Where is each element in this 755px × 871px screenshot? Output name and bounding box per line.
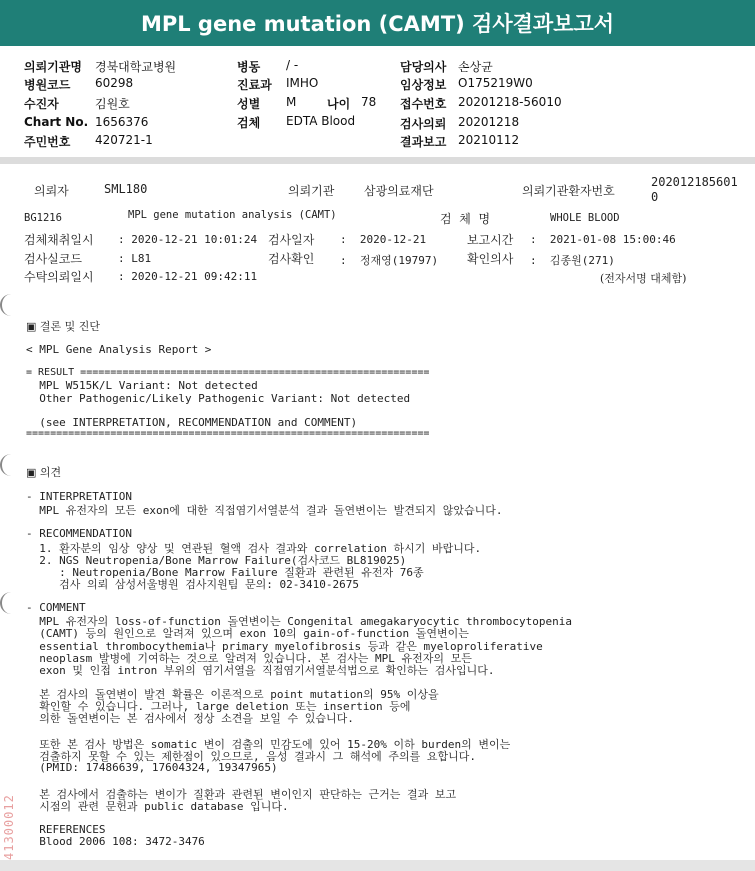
recv-label: 수탁의뢰일시 <box>24 270 94 284</box>
punch-mark <box>0 592 12 614</box>
comment-heading: - COMMENT <box>26 601 86 614</box>
institution-label: 의뢰기관명 <box>24 60 82 74</box>
physician-value: 손상균 <box>458 60 493 74</box>
references-heading: REFERENCES <box>26 823 106 836</box>
comment-line: neoplasm 발병에 기여하는 것으로 알려져 있습니다. 본 검사는 MPL 유전자의 모든 <box>26 652 472 665</box>
resident-no-value: 420721-1 <box>95 133 153 147</box>
specimen-name-label: 검 체 명 <box>440 212 491 226</box>
result-line: = RESULT ========================================================== <box>26 367 430 378</box>
comment-line: 확인할 수 있습니다. 그러나, large deletion 또는 insertion 등에 <box>26 700 411 713</box>
recommendation-1: 1. 환자분의 임상 양상 및 연관된 혈액 검사 결과와 correlation 하시기 바랍니다. <box>26 542 482 555</box>
comment-line: essential thrombocythemia나 primary myelofibrosis 등과 같은 myeloproliferative <box>26 640 543 653</box>
inst-label: 의뢰기관 <box>288 184 335 198</box>
specimen-label: 검체 <box>237 116 261 130</box>
accession-value: 20201218-56010 <box>458 95 562 109</box>
report-date-value: 20210112 <box>458 133 520 147</box>
hospital-code-label: 병원코드 <box>24 78 71 92</box>
report-title: MPL gene mutation (CAMT) 검사결과보고서 <box>0 0 755 46</box>
punch-mark <box>0 454 12 476</box>
recommendation-2: 2. NGS Neutropenia/Bone Marrow Failure(검사코드 BL819025) <box>26 554 407 567</box>
resident-no-label: 주민번호 <box>24 135 71 149</box>
reporttime-value: : 2021-01-08 15:00:46 <box>530 233 676 246</box>
physician-label: 담당의사 <box>400 60 447 74</box>
result-1: MPL W515K/L Variant: Not detected <box>26 379 258 392</box>
comment-line: 본 검사의 돌연변이 발견 확률은 이론적으로 point mutation의 95% 이상을 <box>26 688 439 701</box>
comment-line: exon 및 인접 intron 부위의 염기서열을 직접염기서열분석법으로 확인하는 검사입니다. <box>26 664 495 677</box>
requester-label: 의뢰자 <box>34 184 69 198</box>
patient-header <box>0 54 755 154</box>
analysis-report-title: < MPL Gene Analysis Report > <box>26 343 212 356</box>
recommendation-4: 검사 의뢰 삼성서울병원 검사지원팀 문의: 02-3410-2675 <box>26 578 359 591</box>
confirm-value: : 정재영(19797) <box>340 254 439 267</box>
report-date-label: 결과보고 <box>400 135 447 149</box>
interpretation-heading: - INTERPRETATION <box>26 490 132 503</box>
patno-value: 202012185601 <box>651 175 738 189</box>
recv-value: : 2020-12-21 09:42:11 <box>118 270 258 283</box>
testdate-label: 검사일자 <box>268 233 315 247</box>
testdate-value: : 2020-12-21 <box>340 233 427 246</box>
clinical-info-label: 임상정보 <box>400 78 447 92</box>
lab-label: 검사실코드 <box>24 252 82 266</box>
scanned-report <box>0 164 755 871</box>
comment-line: MPL 유전자의 loss-of-function 돌연변이는 Congenital amegakaryocytic thrombocytopenia <box>26 615 572 628</box>
age-value: 78 <box>361 95 377 109</box>
comment-line: (PMID: 17486639, 17604324, 19347965) <box>26 761 278 774</box>
patno-value-tail: 0 <box>651 190 659 204</box>
recommendation-heading: - RECOMMENDATION <box>26 527 132 540</box>
esign-note: (전자서명 대체함) <box>600 272 687 285</box>
comment-line: 시점의 관련 문헌과 public database 입니다. <box>26 800 289 813</box>
inst-value: 삼광의료재단 <box>364 184 434 198</box>
doctor-label: 확인의사 <box>467 252 514 266</box>
bottom-bar <box>0 860 755 871</box>
patno-label: 의뢰기관환자번호 <box>522 184 615 198</box>
ward-value: / - <box>286 58 299 72</box>
comment-line: 검출하지 못할 수 있는 제한점이 있으므로, 음성 결과시 그 해석에 주의를 요합니다. <box>26 750 476 763</box>
patient-value: 김원호 <box>95 97 130 111</box>
lab-value: : L81 <box>118 252 152 265</box>
header-divider <box>0 157 755 164</box>
collect-value: : 2020-12-21 10:01:24 <box>118 233 258 246</box>
opinion-heading: ▣ 의견 <box>26 466 62 479</box>
institution-value: 경북대학교병원 <box>95 60 177 74</box>
comment-line: (CAMT) 등의 원인으로 알려져 있으며 exon 10의 gain-of-function 돌연변이는 <box>26 627 469 640</box>
request-date-label: 검사의뢰 <box>400 117 447 131</box>
accession-label: 접수번호 <box>400 97 447 111</box>
ward-label: 병동 <box>237 60 261 74</box>
page-stamp: 41300012 <box>2 794 16 860</box>
reporttime-label: 보고시간 <box>467 233 514 247</box>
test-code: BG1216 <box>24 212 62 224</box>
test-name: MPL gene mutation analysis (CAMT) <box>128 209 337 221</box>
sex-value: M <box>286 95 297 109</box>
requester-value: SML180 <box>104 182 148 196</box>
chart-no-label: Chart No. <box>24 115 89 129</box>
comment-line: 본 검사에서 검출하는 변이가 질환과 관련된 변이인지 판단하는 근거는 결과 보고 <box>26 788 457 801</box>
reference-1: Blood 2006 108: 3472-3476 <box>26 835 205 848</box>
comment-line: 의한 돌연변이는 본 검사에서 정상 소견을 보일 수 있습니다. <box>26 712 354 725</box>
conclusion-heading: ▣ 결론 및 진단 <box>26 320 101 333</box>
hospital-code-value: 60298 <box>95 76 134 90</box>
department-value: IMHO <box>286 76 319 90</box>
specimen-value: EDTA Blood <box>286 114 356 128</box>
patient-label: 수진자 <box>24 97 59 111</box>
doctor-value: : 김종원(271) <box>530 254 615 267</box>
punch-mark <box>0 294 12 316</box>
interpretation-text: MPL 유전자의 모든 exon에 대한 직접염기서열분석 결과 돌연변이는 발견되지 않았습니다. <box>26 504 503 517</box>
recommendation-3: : Neutropenia/Bone Marrow Failure 질환과 관련된 유전자 76종 <box>26 566 424 579</box>
sex-label: 성별 <box>237 97 261 111</box>
result-end-line: =================================================================== <box>26 428 430 439</box>
see-note: (see INTERPRETATION, RECOMMENDATION and COMMENT) <box>26 416 358 429</box>
department-label: 진료과 <box>237 78 272 92</box>
age-label: 나이 <box>327 97 351 111</box>
clinical-info-value: O175219W0 <box>458 76 533 90</box>
request-date-value: 20201218 <box>458 115 520 129</box>
comment-line: 또한 본 검사 방법은 somatic 변이 검출의 민감도에 있어 15-20% 이하 burden의 변이는 <box>26 738 511 751</box>
collect-label: 검체채취일시 <box>24 233 94 247</box>
specimen-name-value: WHOLE BLOOD <box>550 212 620 224</box>
result-2: Other Pathogenic/Likely Pathogenic Variant: Not detected <box>26 392 411 405</box>
chart-no-value: 1656376 <box>95 115 149 129</box>
confirm-label: 검사확인 <box>268 252 315 266</box>
